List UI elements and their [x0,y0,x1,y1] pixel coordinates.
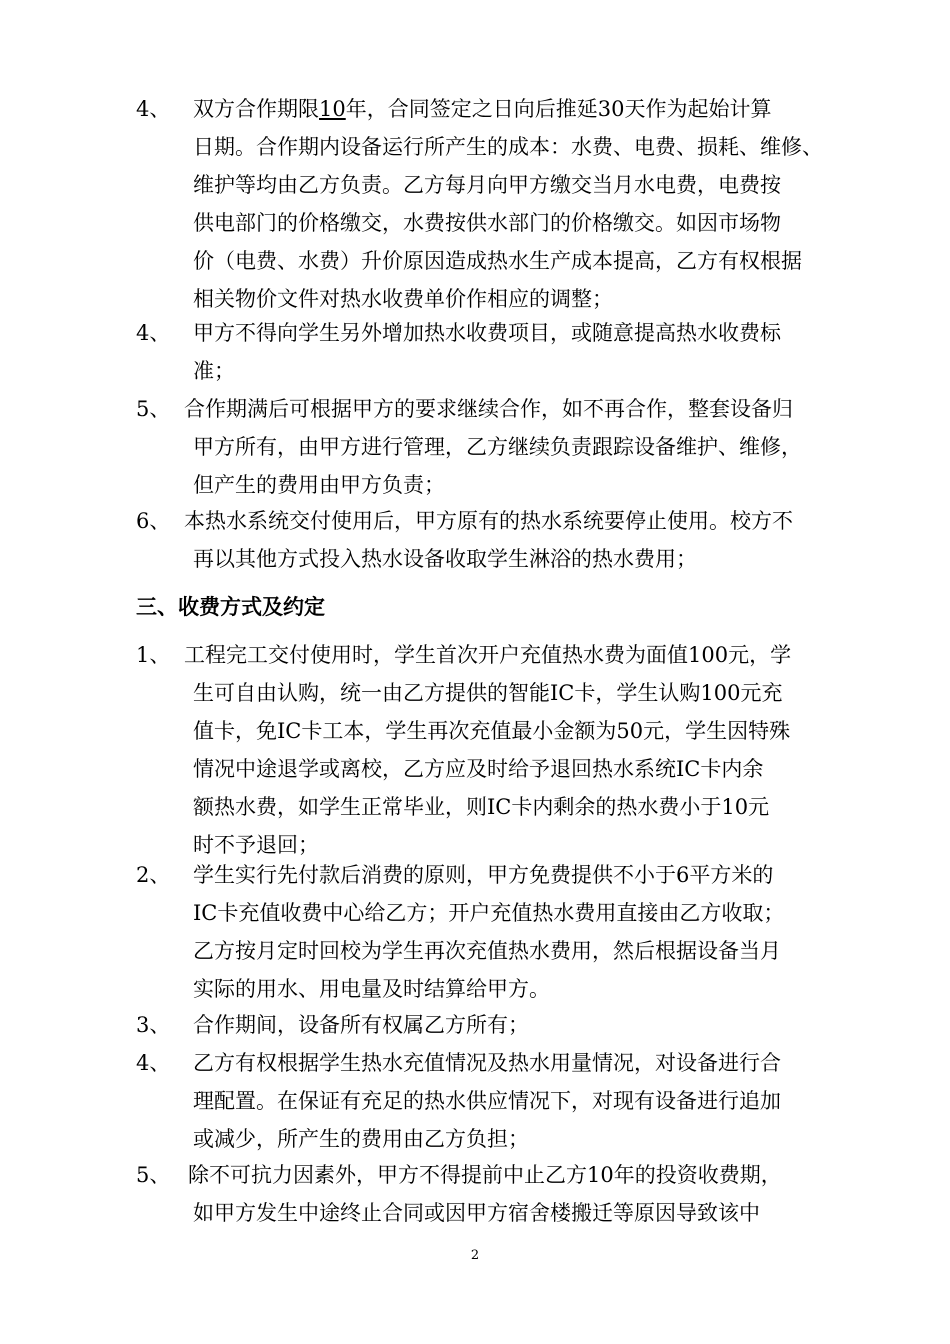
clause-line: 日期。合作期内设备运行所产生的成本：水费、电费、损耗、维修、 [193,135,823,159]
clause-item [136,314,816,390]
clause-line: 额热水费，如学生正常毕业，则IC卡内剩余的热水费小于10元 [193,795,770,819]
clause-line: 价（电费、水费）升价原因造成热水生产成本提高，乙方有权根据 [193,249,802,273]
clause-text [184,502,816,578]
clause-number: 2、 [136,863,171,887]
page-number: 2 [470,1248,480,1263]
clause-text [184,390,816,504]
clause-line: 乙方有权根据学生热水充值情况及热水用量情况，对设备进行合 [193,1051,781,1075]
clause-line: 工程完工交付使用时，学生首次开户充值热水费为面值100元，学 [184,643,792,667]
clause-line: 理配置。在保证有充足的热水供应情况下，对现有设备进行追加 [193,1089,781,1113]
clause-item [136,1044,816,1158]
clause-line: 再以其他方式投入热水设备收取学生淋浴的热水费用； [193,547,697,571]
clause-line: 但产生的费用由甲方负责； [193,473,445,497]
clause-line: 除不可抗力因素外，甲方不得提前中止乙方10年的投资收费期， [188,1163,782,1187]
clause-line: 时不予退回； [193,833,319,857]
clause-item [136,90,823,318]
clause-line: 如甲方发生中途终止合同或因甲方宿舍楼搬迁等原因导致该中 [193,1201,760,1225]
clause-text [193,90,823,318]
clause-number: 4、 [136,1051,171,1075]
clause-number: 4、 [136,321,171,345]
clause-line: 生可自由认购，统一由乙方提供的智能IC卡，学生认购100元充 [193,681,783,705]
clause-number: 3、 [136,1013,171,1037]
clause-text [193,1006,816,1044]
clause-line: 甲方所有，由甲方进行管理，乙方继续负责跟踪设备维护、维修， [193,435,802,459]
clause-text [188,1156,816,1232]
clause-line: 值卡，免IC卡工本，学生再次充值最小金额为50元，学生因特殊 [193,719,791,743]
clause-line: 实际的用水、用电量及时结算给甲方。 [193,977,550,1001]
clause-number: 6、 [136,509,171,533]
clause-item [136,856,816,1008]
clause-line: IC卡充值收费中心给乙方；开户充值热水费用直接由乙方收取； [193,901,785,925]
clause-text [184,636,816,864]
clause-line: 本热水系统交付使用后，甲方原有的热水系统要停止使用。校方不 [184,509,793,533]
clause-line: 供电部门的价格缴交，水费按供水部门的价格缴交。如因市场物 [193,211,781,235]
clause-line: 乙方按月定时回校为学生再次充值热水费用，然后根据设备当月 [193,939,781,963]
clause-text [193,856,816,1008]
clause-item [136,1156,816,1232]
clause-item [136,502,816,578]
clause-number: 5、 [136,397,171,421]
clause-line: 合作期满后可根据甲方的要求继续合作，如不再合作，整套设备归 [184,397,793,421]
clause-line: 维护等均由乙方负责。乙方每月向甲方缴交当月水电费，电费按 [193,173,781,197]
clause-line: 情况中途退学或离校，乙方应及时给予退回热水系统IC卡内余 [193,757,764,781]
clause-item [136,636,816,864]
clause-line: 准； [193,359,235,383]
clause-number: 4、 [136,97,171,121]
clause-line: 合作期间，设备所有权属乙方所有； [193,1013,529,1037]
clause-text [193,314,816,390]
clause-number: 1、 [136,643,171,667]
clause-line: 相关物价文件对热水收费单价作相应的调整； [193,287,613,311]
clause-line: 学生实行先付款后消费的原则，甲方免费提供不小于6平方米的 [193,863,774,887]
clause-item [136,390,816,504]
clause-line: 或减少，所产生的费用由乙方负担； [193,1127,529,1151]
clause-line: 双方合作期限10年，合同签定之日向后推延30天作为起始计算 [193,97,772,121]
clause-number: 5、 [136,1163,171,1187]
clause-text [193,1044,816,1158]
clause-item [136,1006,816,1044]
clause-line: 甲方不得向学生另外增加热水收费项目，或随意提高热水收费标 [193,321,781,345]
section-heading: 三、收费方式及约定 [136,594,325,619]
